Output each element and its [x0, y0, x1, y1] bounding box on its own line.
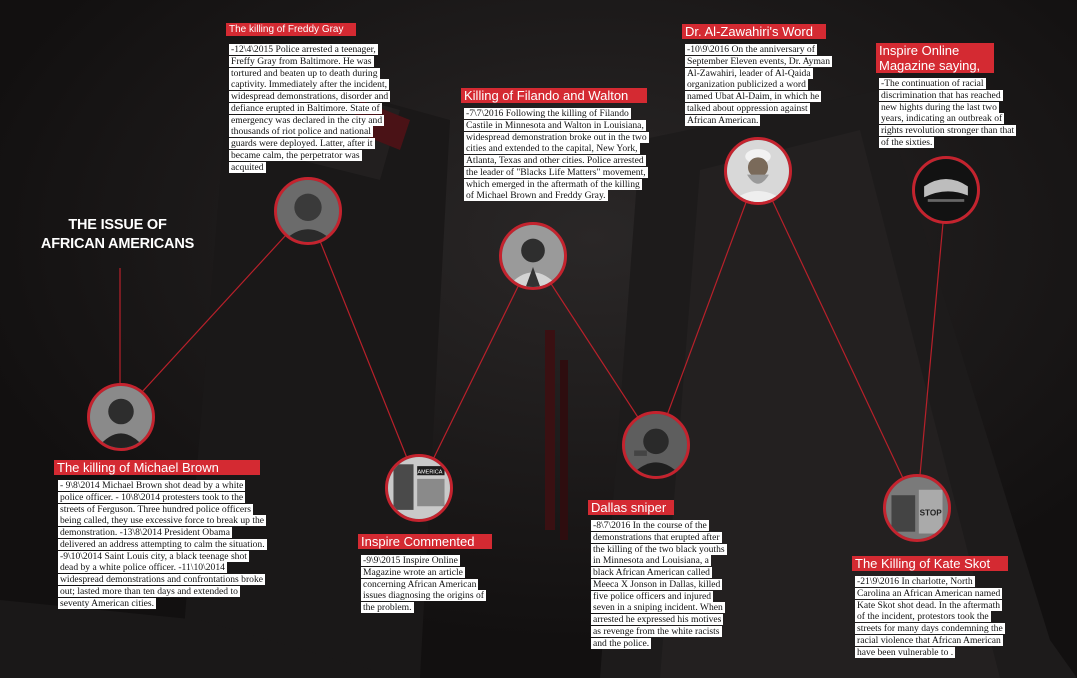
al-zawahiri-photo [724, 137, 792, 205]
filando-walton-description: -7\7\2016 Following the killing of Filando Castile in Minnesota and Walton in Louisiana, widespread demonstration broke out in the two cities and extended to the capital, New York, Atlanta, Texas and other cities. Police arrested the leader of "Blacks Life Matters" movement, which emerged in the aftermath of the killing of Michael Brown and Freddy Gray. [466, 108, 647, 202]
inspire-saying-description: -The continuation of racial discrimination that has reached new hights during the last two years, indicating an outbreak of rights revolution stronger than that of the sixties. [881, 78, 1015, 148]
zawahiri-word-heading: Dr. Al-Zawahiri's Word [682, 24, 826, 39]
freddy-gray-heading: The killing of Freddy Gray [226, 23, 356, 36]
inspire-saying-heading: Inspire Online Magazine saying, [876, 43, 994, 73]
freddy-gray-photo [274, 177, 342, 245]
kate-skot-description: -21\9\2016 In charlotte, North Carolina an African American named Kate Skot shot dead. In the aftermath of the incident, protestors took the streets for many days condemning the racial violence that African American have been vulnerable to . [857, 576, 1003, 658]
inspire-commented-description: -9\9\2015 Inspire Online Magazine wrote an article concerning African American issues diagnosing the origins of the problem. [363, 555, 484, 613]
michael-brown-description: - 9\8\2014 Michael Brown shot dead by a white police officer. - 10\8\2014 protesters took to the streets of Ferguson. Three hundred police officers being called, they use excessive force to break up the demonstration. -13\8\2014 President Obama delivered an address attempting to calm the situation. -9\10\2014 Saint Louis city, a black teenage shot dead by a white police officer. -11\10\2014 widespread demonstrations and confrontations broke out; lasted more than ten days and extended to seventy American cities. [60, 480, 265, 609]
kate-skot-heading: The Killing of Kate Skot [852, 556, 1008, 571]
michael-brown-heading: The killing of Michael Brown [54, 460, 260, 475]
inspire-cover-caption: AMERICA [417, 469, 443, 476]
diagram-title [30, 216, 205, 254]
kate-skot-photo [883, 474, 951, 542]
dallas-sniper-photo [622, 411, 690, 479]
inspire-magazine-cover-photo [385, 454, 453, 522]
inspire-magazine-photo [912, 156, 980, 224]
dallas-sniper-heading: Dallas sniper [588, 500, 674, 515]
diagram-title-line-2: AFRICAN AMERICANS [40, 236, 195, 252]
timeline-path [120, 170, 946, 508]
freddy-gray-description: -12\4\2015 Police arrested a teenager, Freffy Gray from Baltimore. He was tortured and beaten up to death during captivity. Immediately after the incident, widespread demonstrations, disorder and defiance erupted in Baltimore. State of emergency was declared in the city and thousands of riot police and national guards were deployed. Latter, after it became calm, the perpetrator was acquited [231, 44, 389, 173]
inspire-commented-heading: Inspire Commented [358, 534, 492, 549]
filando-walton-photo [499, 222, 567, 290]
dallas-sniper-description: -8\7\2016 In the course of the demonstrations that erupted after the killing of the two black youths in Minnesota and Louisiana, a black African American called Meeca X Jonson in Dallas, killed five police officers and injured seven in a sniping incident. When arrested he expressed his motives as revenge from the white racists and the police. [593, 520, 725, 649]
zawahiri-word-description: -10\9\2016 On the anniversary of September Eleven events, Dr. Ayman Al-Zawahiri, leader of Al-Qaida organization publicized a word named Ubat Al-Daim, in which he talked about oppression against African American. [687, 44, 830, 126]
michael-brown-photo [87, 383, 155, 451]
diagram-title-line-1: THE ISSUE OF [68, 217, 167, 233]
kate-skot-sign-caption: STOP [919, 508, 942, 518]
filando-walton-heading: Killing of Filando and Walton [461, 88, 647, 103]
